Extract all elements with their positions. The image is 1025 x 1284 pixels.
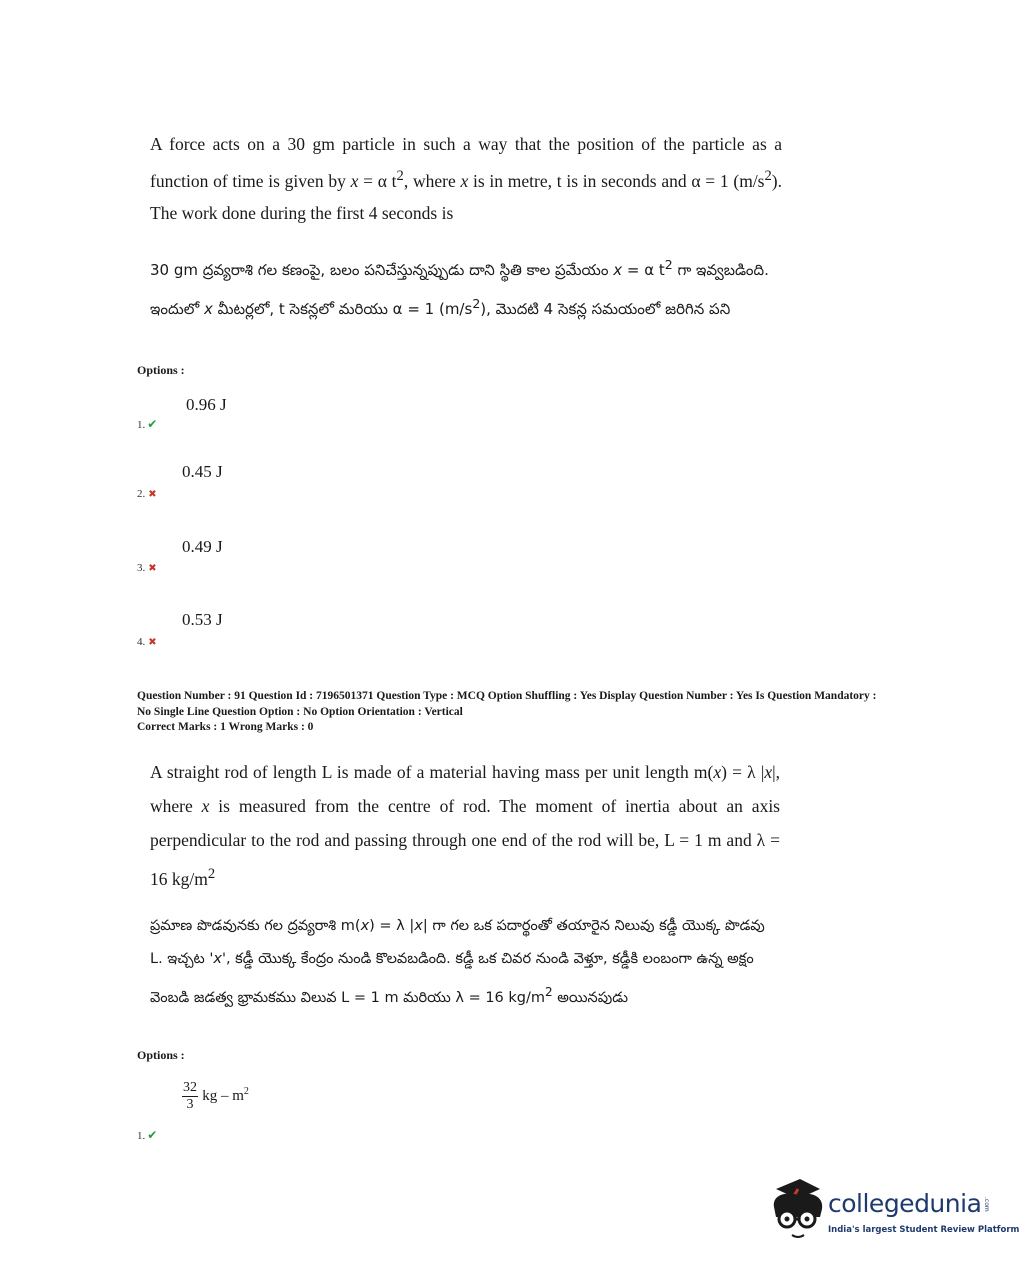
- fraction: $\frac{32}{3}$: [183, 1080, 197, 1112]
- question-91-text-telugu: ప్రమాణ పొడవునకు గల ద్రవ్యరాశి m(x) = λ |x| గా గల ఒక పదార్థంతో తయారైన నిలువు కడ్డీ యొక్క పొడవు L. ఇచ్చట 'x', కడ్డీ యొక్క కేంద్రం నుండి కొలవబడింది. కడ్డీ ఒక చివర నుండి వెళ్తూ, కడ్డీకి లంబంగా ఉన్న అక్షం వెంబడి జడత్వ భ్రామకము విలువ L = 1 m మరియు λ = 16 $kg/m^2$ అయినపుడు: [150, 918, 765, 1006]
- option-4-number: 4. ✖: [137, 636, 157, 648]
- collegedunia-logo: [768, 1177, 1020, 1247]
- mascot-icon: [768, 1177, 828, 1247]
- option-4-text[interactable]: 0.53 J: [182, 610, 223, 629]
- wrong-cross-icon: ✖: [148, 637, 157, 648]
- question-marks: Correct Marks : 1 Wrong Marks : 0: [137, 721, 314, 733]
- options-label: Options :: [137, 1048, 185, 1062]
- wrong-cross-icon: ✖: [148, 489, 157, 500]
- logo-wordmark: collegedunia: [828, 1189, 982, 1218]
- question-90-text-english: A force acts on a 30 gm particle in such a way that the position of the particle as a function of time is given by x = α $t^2$, where x is in metre, t is in seconds and α = 1 $(m/s^2)$. The work done during the first 4 seconds is: [150, 134, 782, 223]
- question-meta-details: Question Number : 91 Question Id : 7196501371 Question Type : MCQ Option Shuffling : Yes Display Question Number : Yes Is Question Mandatory : No Single Line Question Option : No Option Orientation : Vertical: [137, 690, 877, 718]
- wrong-cross-icon: ✖: [148, 563, 157, 574]
- option-1-text[interactable]: $\frac{32}{3}$ kg – $m^2$: [183, 1080, 249, 1112]
- logo-domain: .com: [983, 1197, 990, 1212]
- option-2-text[interactable]: 0.45 J: [182, 462, 223, 481]
- question-91-meta: [137, 689, 877, 736]
- option-3-number: 3. ✖: [137, 562, 157, 574]
- option-1-text[interactable]: 0.96 J: [186, 395, 227, 414]
- correct-check-icon: ✔: [147, 417, 158, 431]
- logo-tagline: India's largest Student Review Platform: [828, 1225, 1020, 1235]
- question-90-text-telugu: 30 gm ద్రవ్యరాశి గల కణంపై, బలం పనిచేస్తున్నప్పుడు దాని స్థితి కాల ప్రమేయం x = α $t^2$ గా ఇవ్వబడింది. ఇందులో x మీటర్లలో, t సెకన్లలో మరియు α = 1 $(m/s^2)$, మొదటి 4 సెకన్ల సమయంలో జరిగిన పని: [150, 257, 769, 318]
- options-label: Options :: [137, 363, 185, 377]
- option-2-number: 2. ✖: [137, 488, 157, 500]
- correct-check-icon: ✔: [147, 1128, 158, 1142]
- option-3-text[interactable]: 0.49 J: [182, 537, 223, 556]
- option-1-number: 1. ✔: [137, 417, 158, 431]
- question-91-text-english: A straight rod of length L is made of a material having mass per unit length m(x) = λ |x|, where x is measured from the centre of rod. The moment of inertia about an axis perpendicular to the rod and passing through one end of the rod will be, L = 1 m and λ = 16 $kg/m^2$: [150, 762, 780, 889]
- option-1-number: 1. ✔: [137, 1128, 158, 1142]
